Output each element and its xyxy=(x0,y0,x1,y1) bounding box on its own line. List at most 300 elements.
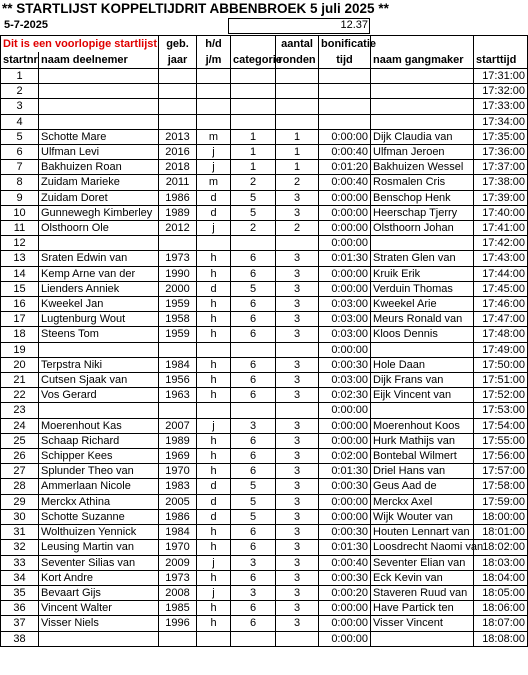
header-naam-deelnemer: naam deelnemer xyxy=(39,52,159,69)
cell-tijd: 0:00:40 xyxy=(319,555,371,570)
cell-categorie xyxy=(231,403,276,418)
cell-tijd: 0:01:30 xyxy=(319,251,371,266)
cell-startnr: 10 xyxy=(1,205,39,220)
cell-startnr: 30 xyxy=(1,509,39,524)
cell-jaar: 2009 xyxy=(159,555,197,570)
cell-jm: d xyxy=(197,205,231,220)
header-top-empty xyxy=(371,36,474,53)
cell-naam-deelnemer: Sraten Edwin van xyxy=(39,251,159,266)
cell-jm: d xyxy=(197,509,231,524)
table-row xyxy=(1,555,528,570)
cell-jaar: 2005 xyxy=(159,494,197,509)
cell-jm: h xyxy=(197,251,231,266)
header-top-hd: h/d xyxy=(197,36,231,53)
table-row xyxy=(1,540,528,555)
table-row xyxy=(1,388,528,403)
cell-naam-deelnemer: Visser Niels xyxy=(39,616,159,631)
cell-categorie: 6 xyxy=(231,357,276,372)
header-top-empty xyxy=(231,36,276,53)
cell-startnr: 29 xyxy=(1,494,39,509)
cell-tijd: 0:00:00 xyxy=(319,616,371,631)
cell-jm: h xyxy=(197,464,231,479)
cell-ronden: 3 xyxy=(276,266,319,281)
cell-naam-deelnemer: Lienders Anniek xyxy=(39,281,159,296)
cell-naam-gangmaker: Merckx Axel xyxy=(371,494,474,509)
table-row xyxy=(1,570,528,585)
cell-naam-deelnemer: Kort Andre xyxy=(39,570,159,585)
cell-startnr: 31 xyxy=(1,525,39,540)
cell-naam-gangmaker: Straten Glen van xyxy=(371,251,474,266)
cell-ronden: 3 xyxy=(276,190,319,205)
cell-naam-deelnemer: Cutsen Sjaak van xyxy=(39,373,159,388)
cell-naam-deelnemer: Schaap Richard xyxy=(39,433,159,448)
cell-jm: j xyxy=(197,555,231,570)
cell-starttijd: 17:42:00 xyxy=(474,236,528,251)
cell-starttijd: 17:49:00 xyxy=(474,342,528,357)
cell-ronden: 3 xyxy=(276,494,319,509)
cell-naam-gangmaker: Eck Kevin van xyxy=(371,570,474,585)
cell-jaar: 1970 xyxy=(159,540,197,555)
cell-tijd: 0:00:00 xyxy=(319,494,371,509)
cell-tijd xyxy=(319,84,371,99)
cell-naam-gangmaker: Moerenhout Koos xyxy=(371,418,474,433)
cell-naam-deelnemer: Zuidam Doret xyxy=(39,190,159,205)
cell-starttijd: 17:53:00 xyxy=(474,403,528,418)
cell-tijd: 0:00:00 xyxy=(319,129,371,144)
cell-jaar: 1986 xyxy=(159,190,197,205)
table-row xyxy=(1,464,528,479)
cell-jm: h xyxy=(197,297,231,312)
cell-ronden: 3 xyxy=(276,433,319,448)
table-row xyxy=(1,509,528,524)
cell-startnr: 12 xyxy=(1,236,39,251)
cell-naam-gangmaker: Bakhuizen Wessel xyxy=(371,160,474,175)
cell-jm xyxy=(197,342,231,357)
header-jaar: jaar xyxy=(159,52,197,69)
cell-jaar: 2007 xyxy=(159,418,197,433)
provisional-notice: Dit is een voorlopige startlijst xyxy=(1,36,159,53)
header-tijd: tijd xyxy=(319,52,371,69)
cell-naam-deelnemer: Moerenhout Kas xyxy=(39,418,159,433)
cell-categorie: 3 xyxy=(231,555,276,570)
cell-tijd: 0:00:30 xyxy=(319,570,371,585)
cell-startnr: 34 xyxy=(1,570,39,585)
cell-jm: j xyxy=(197,145,231,160)
cell-tijd: 0:00:40 xyxy=(319,145,371,160)
cell-ronden xyxy=(276,114,319,129)
table-row xyxy=(1,236,528,251)
cell-jm: m xyxy=(197,175,231,190)
cell-naam-gangmaker: Houten Lennart van xyxy=(371,525,474,540)
cell-jm: d xyxy=(197,479,231,494)
cell-ronden: 3 xyxy=(276,418,319,433)
cell-categorie: 6 xyxy=(231,388,276,403)
table-row xyxy=(1,175,528,190)
cell-jaar: 2008 xyxy=(159,585,197,600)
cell-starttijd: 18:05:00 xyxy=(474,585,528,600)
cell-startnr: 19 xyxy=(1,342,39,357)
cell-categorie: 3 xyxy=(231,585,276,600)
cell-naam-deelnemer: Kweekel Jan xyxy=(39,297,159,312)
cell-ronden: 2 xyxy=(276,221,319,236)
table-row xyxy=(1,281,528,296)
cell-jm: j xyxy=(197,160,231,175)
cell-starttijd: 18:03:00 xyxy=(474,555,528,570)
cell-naam-gangmaker: Loosdrecht Naomi van xyxy=(371,540,474,555)
cell-starttijd: 17:32:00 xyxy=(474,84,528,99)
cell-jaar: 1985 xyxy=(159,601,197,616)
cell-categorie: 6 xyxy=(231,433,276,448)
cell-starttijd: 17:41:00 xyxy=(474,221,528,236)
cell-naam-gangmaker: Seventer Elian van xyxy=(371,555,474,570)
list-time: 12.37 xyxy=(340,19,368,31)
cell-naam-deelnemer: Olsthoorn Ole xyxy=(39,221,159,236)
cell-jaar: 2016 xyxy=(159,145,197,160)
cell-naam-deelnemer: Bevaart Gijs xyxy=(39,585,159,600)
cell-starttijd: 17:45:00 xyxy=(474,281,528,296)
cell-startnr: 13 xyxy=(1,251,39,266)
cell-starttijd: 17:54:00 xyxy=(474,418,528,433)
cell-categorie xyxy=(231,69,276,84)
table-row xyxy=(1,616,528,631)
cell-ronden: 3 xyxy=(276,312,319,327)
cell-starttijd: 17:55:00 xyxy=(474,433,528,448)
header-startnr: startnr xyxy=(1,52,39,69)
table-row xyxy=(1,297,528,312)
cell-starttijd: 17:34:00 xyxy=(474,114,528,129)
cell-jaar xyxy=(159,631,197,646)
cell-jaar: 1989 xyxy=(159,205,197,220)
cell-tijd: 0:00:00 xyxy=(319,418,371,433)
cell-naam-gangmaker: Dijk Claudia van xyxy=(371,129,474,144)
cell-ronden: 1 xyxy=(276,145,319,160)
cell-naam-deelnemer: Schotte Suzanne xyxy=(39,509,159,524)
cell-naam-deelnemer: Schipper Kees xyxy=(39,449,159,464)
cell-starttijd: 17:50:00 xyxy=(474,357,528,372)
cell-starttijd: 17:58:00 xyxy=(474,479,528,494)
header-row-top xyxy=(1,36,528,53)
cell-naam-deelnemer xyxy=(39,631,159,646)
cell-tijd: 0:01:30 xyxy=(319,464,371,479)
cell-jm xyxy=(197,631,231,646)
cell-categorie: 6 xyxy=(231,373,276,388)
cell-startnr: 36 xyxy=(1,601,39,616)
header-naam-gangmaker: naam gangmaker xyxy=(371,52,474,69)
cell-naam-deelnemer: Vincent Walter xyxy=(39,601,159,616)
cell-startnr: 26 xyxy=(1,449,39,464)
cell-ronden: 3 xyxy=(276,555,319,570)
cell-jm: h xyxy=(197,388,231,403)
table-row xyxy=(1,69,528,84)
cell-naam-deelnemer xyxy=(39,403,159,418)
cell-jaar xyxy=(159,69,197,84)
cell-tijd: 0:01:20 xyxy=(319,160,371,175)
table-row xyxy=(1,357,528,372)
cell-jaar: 2000 xyxy=(159,281,197,296)
cell-naam-gangmaker: Verduin Thomas xyxy=(371,281,474,296)
header-ronden: ronden xyxy=(276,52,319,69)
cell-ronden: 3 xyxy=(276,327,319,342)
cell-jaar: 1996 xyxy=(159,616,197,631)
cell-jm xyxy=(197,69,231,84)
cell-jaar: 1973 xyxy=(159,251,197,266)
table-row xyxy=(1,494,528,509)
cell-jaar: 1983 xyxy=(159,479,197,494)
cell-tijd: 0:02:00 xyxy=(319,449,371,464)
cell-startnr: 16 xyxy=(1,297,39,312)
cell-naam-deelnemer: Lugtenburg Wout xyxy=(39,312,159,327)
table-row xyxy=(1,266,528,281)
cell-tijd: 0:03:00 xyxy=(319,373,371,388)
table-row xyxy=(1,221,528,236)
cell-categorie: 6 xyxy=(231,449,276,464)
cell-jaar: 1990 xyxy=(159,266,197,281)
cell-categorie xyxy=(231,84,276,99)
cell-categorie xyxy=(231,236,276,251)
cell-naam-gangmaker xyxy=(371,342,474,357)
cell-tijd: 0:00:00 xyxy=(319,509,371,524)
cell-jm: j xyxy=(197,221,231,236)
cell-naam-deelnemer: Bakhuizen Roan xyxy=(39,160,159,175)
cell-categorie: 6 xyxy=(231,251,276,266)
cell-ronden xyxy=(276,99,319,114)
cell-naam-deelnemer xyxy=(39,342,159,357)
cell-naam-gangmaker: Bontebal Wilmert xyxy=(371,449,474,464)
cell-jm: h xyxy=(197,616,231,631)
cell-tijd: 0:00:40 xyxy=(319,175,371,190)
cell-startnr: 1 xyxy=(1,69,39,84)
cell-jaar: 2011 xyxy=(159,175,197,190)
cell-jm: h xyxy=(197,570,231,585)
table-row xyxy=(1,145,528,160)
cell-naam-deelnemer: Vos Gerard xyxy=(39,388,159,403)
cell-ronden xyxy=(276,236,319,251)
header-row xyxy=(1,52,528,69)
cell-tijd xyxy=(319,69,371,84)
cell-starttijd: 18:07:00 xyxy=(474,616,528,631)
header-jm: j/m xyxy=(197,52,231,69)
cell-naam-gangmaker: Ulfman Jeroen xyxy=(371,145,474,160)
cell-naam-deelnemer: Merckx Athina xyxy=(39,494,159,509)
cell-tijd: 0:03:00 xyxy=(319,312,371,327)
cell-naam-gangmaker: Kruik Erik xyxy=(371,266,474,281)
table-row xyxy=(1,99,528,114)
cell-jaar: 1984 xyxy=(159,357,197,372)
cell-naam-gangmaker xyxy=(371,84,474,99)
cell-startnr: 37 xyxy=(1,616,39,631)
cell-jm: j xyxy=(197,585,231,600)
header-top-tijd: bonificatie xyxy=(319,36,371,53)
cell-ronden: 3 xyxy=(276,525,319,540)
cell-naam-deelnemer: Ammerlaan Nicole xyxy=(39,479,159,494)
cell-tijd: 0:00:00 xyxy=(319,601,371,616)
cell-tijd: 0:00:00 xyxy=(319,631,371,646)
cell-starttijd: 18:02:00 xyxy=(474,540,528,555)
cell-jm: d xyxy=(197,494,231,509)
cell-tijd: 0:02:30 xyxy=(319,388,371,403)
cell-categorie: 6 xyxy=(231,464,276,479)
cell-naam-gangmaker: Heerschap Tjerry xyxy=(371,205,474,220)
cell-categorie: 6 xyxy=(231,525,276,540)
cell-tijd: 0:00:30 xyxy=(319,525,371,540)
cell-startnr: 2 xyxy=(1,84,39,99)
table-row xyxy=(1,114,528,129)
cell-startnr: 33 xyxy=(1,555,39,570)
table-row xyxy=(1,373,528,388)
cell-naam-deelnemer xyxy=(39,114,159,129)
cell-categorie xyxy=(231,631,276,646)
cell-categorie xyxy=(231,99,276,114)
cell-starttijd: 18:06:00 xyxy=(474,601,528,616)
cell-naam-gangmaker: Have Partick ten xyxy=(371,601,474,616)
cell-naam-deelnemer xyxy=(39,99,159,114)
cell-naam-deelnemer: Leusing Martin van xyxy=(39,540,159,555)
cell-jaar xyxy=(159,236,197,251)
cell-startnr: 25 xyxy=(1,433,39,448)
cell-tijd: 0:00:30 xyxy=(319,357,371,372)
cell-tijd: 0:00:00 xyxy=(319,403,371,418)
cell-ronden xyxy=(276,631,319,646)
cell-naam-gangmaker: Olsthoorn Johan xyxy=(371,221,474,236)
cell-ronden: 3 xyxy=(276,205,319,220)
cell-naam-deelnemer: Wolthuizen Yennick xyxy=(39,525,159,540)
cell-jaar: 2013 xyxy=(159,129,197,144)
table-row xyxy=(1,418,528,433)
cell-jm xyxy=(197,114,231,129)
cell-categorie: 6 xyxy=(231,297,276,312)
table-row xyxy=(1,205,528,220)
cell-tijd: 0:00:00 xyxy=(319,281,371,296)
cell-jm: h xyxy=(197,433,231,448)
cell-tijd: 0:00:00 xyxy=(319,266,371,281)
table-row xyxy=(1,327,528,342)
cell-startnr: 22 xyxy=(1,388,39,403)
cell-ronden xyxy=(276,69,319,84)
table-row xyxy=(1,129,528,144)
cell-starttijd: 17:31:00 xyxy=(474,69,528,84)
cell-tijd: 0:03:00 xyxy=(319,297,371,312)
cell-ronden: 3 xyxy=(276,251,319,266)
cell-ronden: 3 xyxy=(276,464,319,479)
cell-jaar: 1969 xyxy=(159,449,197,464)
cell-categorie: 5 xyxy=(231,190,276,205)
cell-naam-gangmaker xyxy=(371,236,474,251)
cell-naam-deelnemer: Kemp Arne van der xyxy=(39,266,159,281)
cell-starttijd: 17:48:00 xyxy=(474,327,528,342)
cell-naam-gangmaker: Driel Hans van xyxy=(371,464,474,479)
cell-jm: m xyxy=(197,129,231,144)
cell-ronden xyxy=(276,84,319,99)
table-row xyxy=(1,479,528,494)
cell-jaar: 1959 xyxy=(159,297,197,312)
cell-naam-deelnemer: Splunder Theo van xyxy=(39,464,159,479)
cell-naam-deelnemer: Schotte Mare xyxy=(39,129,159,144)
cell-naam-gangmaker xyxy=(371,114,474,129)
cell-categorie: 2 xyxy=(231,175,276,190)
cell-naam-gangmaker: Rosmalen Cris xyxy=(371,175,474,190)
cell-jaar xyxy=(159,114,197,129)
cell-naam-gangmaker: Kweekel Arie xyxy=(371,297,474,312)
cell-starttijd: 17:43:00 xyxy=(474,251,528,266)
cell-jm xyxy=(197,236,231,251)
cell-naam-gangmaker: Wijk Wouter van xyxy=(371,509,474,524)
cell-categorie: 6 xyxy=(231,327,276,342)
cell-jaar xyxy=(159,342,197,357)
cell-jaar: 1986 xyxy=(159,509,197,524)
cell-startnr: 18 xyxy=(1,327,39,342)
table-row xyxy=(1,601,528,616)
cell-starttijd: 17:35:00 xyxy=(474,129,528,144)
header-categorie: categorie xyxy=(231,52,276,69)
cell-ronden: 3 xyxy=(276,449,319,464)
cell-naam-gangmaker: Hole Daan xyxy=(371,357,474,372)
cell-startnr: 20 xyxy=(1,357,39,372)
cell-startnr: 23 xyxy=(1,403,39,418)
cell-jm: h xyxy=(197,266,231,281)
cell-starttijd: 17:46:00 xyxy=(474,297,528,312)
cell-ronden: 2 xyxy=(276,175,319,190)
cell-startnr: 3 xyxy=(1,99,39,114)
cell-startnr: 35 xyxy=(1,585,39,600)
cell-ronden: 3 xyxy=(276,509,319,524)
cell-jm: h xyxy=(197,449,231,464)
header-top-jaar: geb. xyxy=(159,36,197,53)
cell-starttijd: 18:01:00 xyxy=(474,525,528,540)
cell-categorie: 1 xyxy=(231,129,276,144)
table-row xyxy=(1,251,528,266)
cell-naam-deelnemer: Steens Tom xyxy=(39,327,159,342)
cell-tijd: 0:00:00 xyxy=(319,342,371,357)
cell-ronden xyxy=(276,342,319,357)
cell-naam-gangmaker xyxy=(371,403,474,418)
cell-naam-deelnemer: Seventer Silias van xyxy=(39,555,159,570)
cell-startnr: 4 xyxy=(1,114,39,129)
cell-categorie: 2 xyxy=(231,221,276,236)
table-row xyxy=(1,84,528,99)
page-title: ** STARTLIJST KOPPELTIJDRIT ABBENBROEK 5 juli 2025 ** xyxy=(2,1,389,16)
table-row xyxy=(1,449,528,464)
cell-categorie xyxy=(231,342,276,357)
cell-startnr: 6 xyxy=(1,145,39,160)
cell-ronden xyxy=(276,403,319,418)
cell-startnr: 9 xyxy=(1,190,39,205)
date-time-bar xyxy=(0,18,527,34)
cell-ronden: 3 xyxy=(276,616,319,631)
cell-startnr: 27 xyxy=(1,464,39,479)
table-row xyxy=(1,403,528,418)
cell-jm: h xyxy=(197,357,231,372)
cell-startnr: 14 xyxy=(1,266,39,281)
cell-jaar: 1956 xyxy=(159,373,197,388)
cell-startnr: 28 xyxy=(1,479,39,494)
cell-startnr: 38 xyxy=(1,631,39,646)
cell-naam-deelnemer xyxy=(39,84,159,99)
cell-starttijd: 17:38:00 xyxy=(474,175,528,190)
cell-jaar xyxy=(159,403,197,418)
cell-naam-deelnemer xyxy=(39,236,159,251)
cell-jaar: 2018 xyxy=(159,160,197,175)
cell-jm: h xyxy=(197,525,231,540)
list-date: 5-7-2025 xyxy=(4,19,49,31)
cell-jaar xyxy=(159,84,197,99)
cell-starttijd: 17:39:00 xyxy=(474,190,528,205)
cell-ronden: 3 xyxy=(276,570,319,585)
cell-naam-gangmaker xyxy=(371,69,474,84)
table-row xyxy=(1,160,528,175)
cell-categorie: 5 xyxy=(231,205,276,220)
cell-starttijd: 17:44:00 xyxy=(474,266,528,281)
cell-naam-gangmaker: Staveren Ruud van xyxy=(371,585,474,600)
